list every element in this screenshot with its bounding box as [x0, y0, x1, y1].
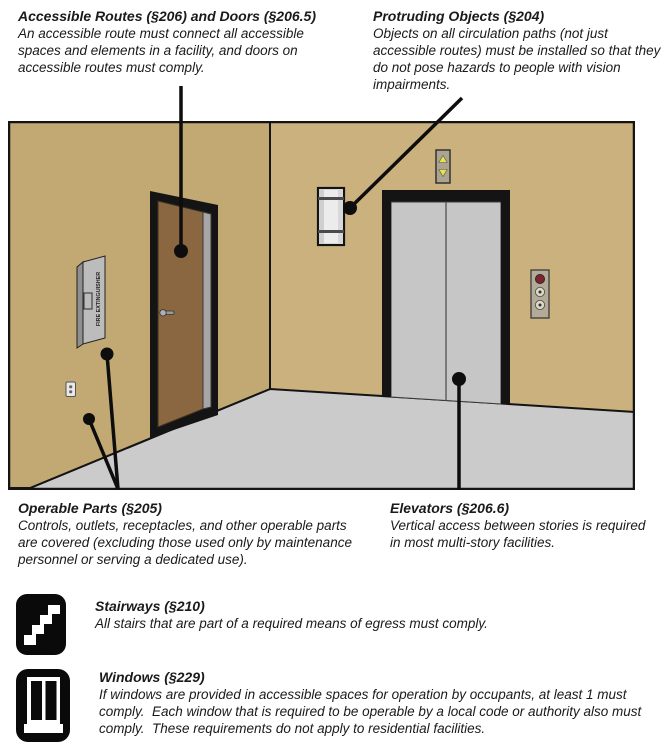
hallway-illustration	[8, 121, 635, 490]
callout-accessible-routes	[18, 8, 353, 76]
feature-windows	[15, 668, 660, 743]
callout-operable-parts	[18, 500, 378, 568]
accessible-routes-body: An accessible route must connect all accessible spaces and elements in a facility, and doors on accessible routes must comply.	[18, 26, 308, 75]
windows-title: Windows (§229)	[99, 669, 205, 685]
operable-parts-title: Operable Parts (§205)	[18, 500, 162, 516]
call-button-alarm	[535, 274, 544, 283]
hallway-scene-svg	[8, 121, 635, 490]
electrical-outlet	[66, 382, 76, 397]
stairways-body: All stairs that are part of a required means of egress must comply.	[95, 616, 488, 631]
elevator-call-buttons	[531, 270, 549, 318]
operable-parts-body: Controls, outlets, receptacles, and other operable parts are covered (excluding those used only by maintenance personnel or serving a dedicated use).	[18, 518, 356, 567]
door-jamb-edge	[203, 212, 211, 409]
elevator-hall-lantern	[436, 150, 450, 183]
protruding-objects-title: Protruding Objects (§204)	[373, 8, 545, 24]
elevator-frame-right	[501, 190, 510, 405]
fire-extinguisher-cabinet	[77, 256, 105, 348]
feature-stairways	[15, 593, 655, 656]
elevators-body: Vertical access between stories is required in most multi-story facilities.	[390, 518, 650, 550]
protruding-objects-body: Objects on all circulation paths (not just accessible routes) must be installed so that they do not pose hazards to people with vision impairments.	[373, 26, 665, 92]
stairways-title: Stairways (§210)	[95, 598, 205, 614]
elevators-title: Elevators (§206.6)	[390, 500, 510, 516]
callout-elevators	[390, 500, 665, 551]
windows-body: If windows are provided in accessible spaces for operation by occupants, at least 1 must comply. Each window that is required to be operable by a local code or authority also must comply. These requirements do not apply to residential facilities.	[99, 687, 646, 736]
cabinet-side-panel	[77, 262, 83, 348]
entry-door	[150, 191, 218, 438]
window-icon	[15, 668, 71, 743]
stairs-icon	[15, 593, 67, 656]
callout-protruding-objects	[373, 8, 665, 93]
elevator-frame-left	[382, 190, 391, 397]
accessible-routes-title: Accessible Routes (§206) and Doors (§206.5)	[18, 8, 317, 24]
elevator-frame-top	[382, 190, 510, 202]
cabinet-label: FIRE EXTINGUISHER	[96, 271, 102, 327]
elevator-doors	[382, 190, 510, 405]
wall-sconce-protruding-object	[318, 188, 344, 245]
